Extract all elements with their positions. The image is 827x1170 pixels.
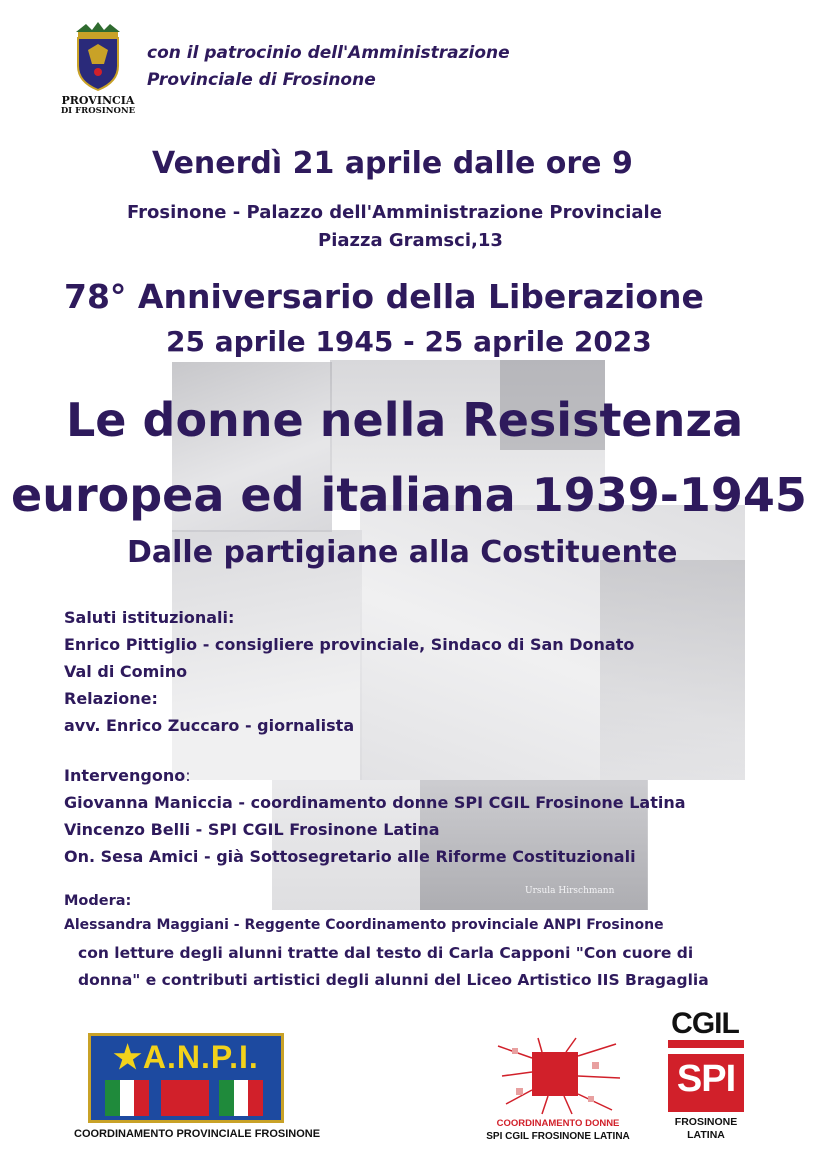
province-crest-icon <box>70 20 126 94</box>
readings-line: con letture degli alunni tratte dal testo di Carla Capponi "Con cuore di <box>78 944 694 962</box>
event-date: Venerdì 21 aprile dalle ore 9 <box>152 146 633 181</box>
readings-line: donna" e contributi artistici degli alunni del Liceo Artistico IIS Bragaglia <box>78 971 709 989</box>
province-name: PROVINCIA DI FROSINONE <box>60 94 136 116</box>
main-title: Le donne nella Resistenza <box>66 393 744 447</box>
speaker-line: Giovanna Maniccia - coordinamento donne SPI CGIL Frosinone Latina <box>64 793 686 812</box>
speaker-line: Enrico Pittiglio - consigliere provinciale, Sindaco di San Donato <box>64 635 635 654</box>
speaker-line: On. Sesa Amici - già Sottosegretario alle Riforme Costituzionali <box>64 847 636 866</box>
speaker-line: avv. Enrico Zuccaro - giornalista <box>64 716 355 735</box>
anniversary-title: 78° Anniversario della Liberazione <box>64 277 704 316</box>
anpi-caption: COORDINAMENTO PROVINCIALE FROSINONE <box>74 1128 321 1140</box>
speaker-line: Vincenzo Belli - SPI CGIL Frosinone Latina <box>64 820 440 839</box>
anpi-logo: ★A.N.P.I. <box>88 1033 284 1123</box>
patronage-line: con il patrocinio dell'Amministrazione <box>147 43 510 63</box>
italian-flag-icon <box>219 1080 263 1116</box>
venue-line: Piazza Gramsci,13 <box>318 230 503 251</box>
spi-location: FROSINONE LATINA <box>674 1116 738 1142</box>
coordinamento-donne-logo-icon <box>492 1036 624 1116</box>
main-title: europea ed italiana 1939-1945 <box>11 468 807 522</box>
photo-caption: Ursula Hirschmann <box>525 886 615 896</box>
background-photo <box>600 560 745 780</box>
spi-stripe <box>668 1048 744 1054</box>
cgil-logo: CGIL <box>671 1007 739 1040</box>
italian-flag-icon <box>105 1080 149 1116</box>
section-label: Intervengono: <box>64 766 191 785</box>
donne-caption: COORDINAMENTO DONNE <box>496 1118 620 1129</box>
section-label: Relazione: <box>64 689 158 708</box>
spi-logo: SPI <box>668 1040 744 1112</box>
section-label: Modera: <box>64 893 132 909</box>
moderator-line: Alessandra Maggiani - Reggente Coordinamento provinciale ANPI Frosinone <box>64 917 664 933</box>
section-label: Saluti istituzionali: <box>64 608 235 627</box>
speaker-line: Val di Comino <box>64 662 188 681</box>
patronage-line: Provinciale di Frosinone <box>147 70 376 90</box>
red-band <box>161 1080 209 1116</box>
donne-caption: SPI CGIL FROSINONE LATINA <box>486 1131 630 1142</box>
anniversary-dates: 25 aprile 1945 - 25 aprile 2023 <box>166 325 652 358</box>
venue-line: Frosinone - Palazzo dell'Amministrazione Provinciale <box>127 202 662 223</box>
subtitle: Dalle partigiane alla Costituente <box>127 535 678 570</box>
